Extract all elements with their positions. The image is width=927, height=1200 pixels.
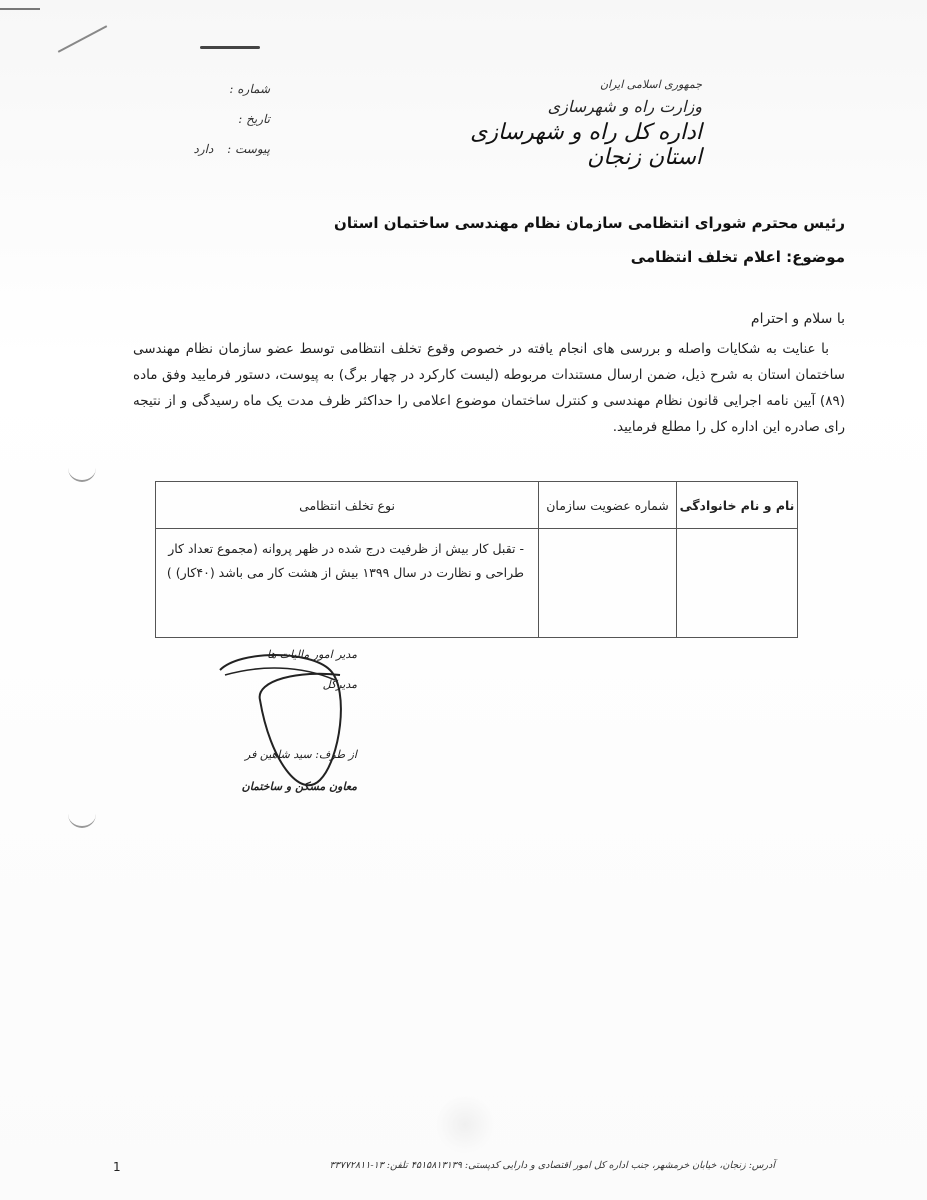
table-header-row	[156, 482, 798, 529]
header-violation: نوع تخلف انتظامی	[156, 482, 539, 529]
header-membership: شماره عضویت سازمان	[539, 482, 677, 529]
letterhead-directorate: اداره کل راه و شهرسازی استان زنجان	[470, 120, 702, 170]
page-number: 1	[113, 1160, 121, 1174]
header-name: نام و نام خانوادگی	[677, 482, 798, 529]
body-paragraph-text: با عنایت به شکایات واصله و بررسی های انجام یافته در خصوص وقوع تخلف انتظامی توسط عضو سازمان نظام مهندسی ساختمان استان به شرح ذیل، ضمن ارسال مستندات مربوطه (لیست کارکرد در چهار برگ) به پیوست، دستور فرمایید وفق ماده (۸۹) آیین نامه اجرایی قانون نظام مهندسی و کنترل ساختمان موضوع اعلامی را حداکثر ظرف مدت یک ماه رسیدگی و از نتیجه رای صادره این اداره کل را مطلع فرمایید.	[133, 341, 845, 435]
greeting: با سلام و احترام	[750, 311, 845, 327]
cell-name	[677, 529, 798, 638]
scan-artifact-line	[0, 8, 40, 10]
recipient-line: رئیس محترم شورای انتظامی سازمان نظام مهندسی ساختمان استان	[334, 214, 845, 232]
subject-line: موضوع: اعلام تخلف انتظامی	[630, 248, 845, 266]
signature-line-1: مدیر امور مالیات ها	[266, 648, 357, 661]
violation-table	[155, 481, 798, 638]
cell-membership	[539, 529, 677, 638]
letterhead	[442, 78, 702, 170]
attachment-row	[150, 134, 270, 164]
date-label: تاریخ :	[238, 112, 270, 126]
attachment-label: پیوست :	[227, 142, 270, 156]
footer-address: آدرس: زنجان، خیابان خرمشهر، جنب اداره کل امور اقتصادی و دارایی کدپستی: ۴۵۱۵۸۱۳۱۳۹ تلفن: ۱۳-۳۳۷۷۲۸۱۱	[329, 1160, 775, 1171]
letterhead-ministry: وزارت راه و شهرسازی	[547, 97, 702, 116]
letter-meta	[150, 74, 270, 164]
cell-violation: - تقبل کار بیش از ظرفیت درج شده در ظهر پروانه (مجموع تعداد کار طراحی و نظارت در سال ۱۳۹۹ بیش از هشت کار می باشد (۴۰کار) )	[156, 529, 539, 638]
table-row	[156, 529, 798, 638]
pen-mark	[200, 46, 260, 49]
signature-line-4: معاون مسکن و ساختمان	[241, 780, 357, 793]
faded-stamp	[435, 1095, 495, 1155]
letterhead-republic: جمهوری اسلامی ایران	[599, 78, 702, 91]
signature-line-3: از طرف: سید شاهین فر	[245, 748, 357, 761]
signature-line-2: مدیرکل	[322, 678, 357, 691]
number-label: شماره :	[229, 82, 270, 96]
body-paragraph	[133, 336, 845, 440]
attachment-value: دارد	[193, 142, 214, 156]
